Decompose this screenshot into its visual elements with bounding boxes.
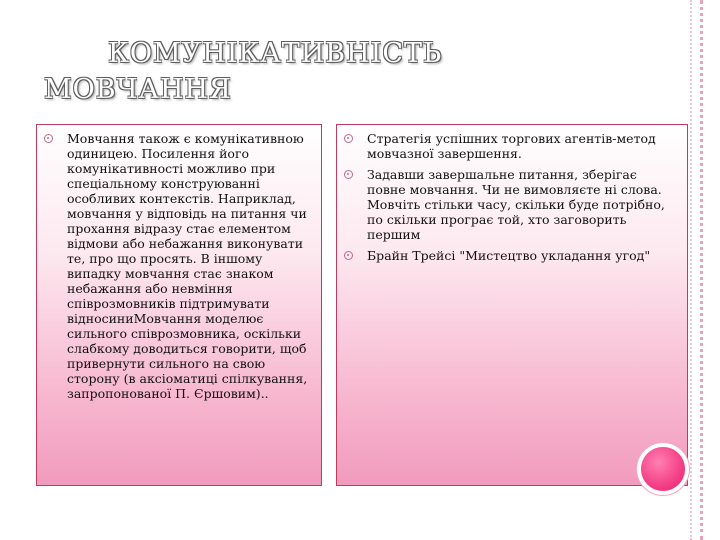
- bullet-item: [337, 248, 677, 263]
- hollow-circle-bullet-icon: [44, 134, 53, 143]
- bullet-item: [337, 131, 677, 161]
- bullet-item: [337, 167, 677, 242]
- hollow-circle-bullet-icon: [344, 170, 353, 179]
- dotted-frame-decoration: [700, 0, 720, 540]
- bullet-text: Стратегія успішних торгових агентів-метод мовчазної завершення.: [367, 131, 656, 161]
- dotted-frame-decoration-inner: [690, 0, 694, 540]
- title-line-2: МОВЧАННЯ: [44, 74, 232, 105]
- hollow-circle-bullet-icon: [344, 134, 353, 143]
- bullet-text: Мовчання також є комунікативною одиницею. Посилення його комунікативності можливо при спеціальному конструюванні особливих контекстів. Наприклад, мовчання у відповідь на питання чи прохання відразу стає елементом відмови або небажання виконувати те, про що просять. В іншому випадку мовчання стає знаком небажання або невміння співрозмовників підтримувати відносиниМовчання моделює сильного співрозмовника, оскільки слабкому доводиться говорити, щоб привернути сильного на свою сторону (в аксіоматиці спілкування, запропонованої П. Єршовим)..: [67, 131, 308, 401]
- bullet-text: Брайн Трейсі "Мистецтво укладання угод": [367, 248, 651, 263]
- bullet-item: [37, 131, 311, 401]
- pink-circle-icon: [641, 447, 685, 491]
- hollow-circle-bullet-icon: [344, 251, 353, 260]
- right-text-box: [336, 124, 688, 486]
- title-line-1: КОМУНІКАТИВНІСТЬ: [108, 38, 443, 69]
- left-text-box: [36, 124, 322, 486]
- right-bullet-list: [337, 125, 687, 263]
- bullet-text: Задавши завершальне питання, зберігає повне мовчання. Чи не вимовляєте ні слова. Мовчіть стільки часу, скільки буде потрібно, по скільки програє той, хто заговорить першим: [367, 167, 665, 242]
- left-bullet-list: [37, 125, 321, 401]
- slide-title: [44, 36, 664, 108]
